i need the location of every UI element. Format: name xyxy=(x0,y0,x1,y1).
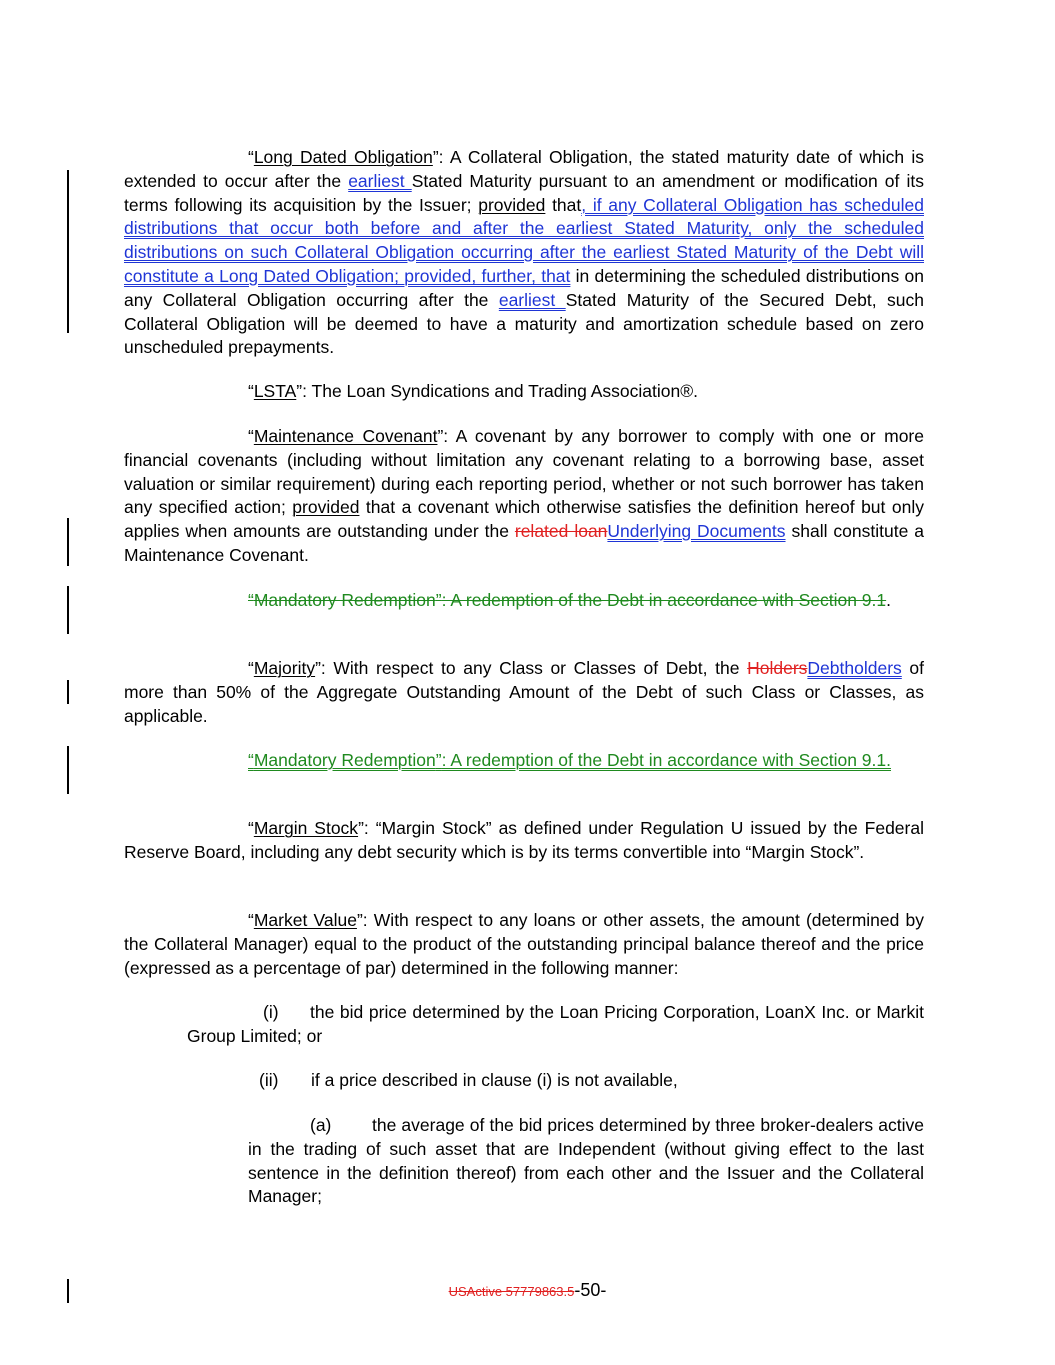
clause-ii: (ii) if a price described in clause (i) is not available, xyxy=(259,1069,924,1093)
change-bar xyxy=(67,680,69,704)
definition-majority: “Majority”: With respect to any Class or Classes of Debt, the HoldersDebtholders of more than 50% of the Aggregate Outstanding Amount of the Debt of such Class or Classes, as applicable. xyxy=(124,658,924,726)
change-bar xyxy=(67,518,69,566)
definition-margin-stock: “Margin Stock”: “Margin Stock” as defined under Regulation U issued by the Federal Reserve Board, including any debt security which is by its terms convertible into “Margin Stock”. xyxy=(124,818,924,862)
clause-a: (a) the average of the bid prices determined by three broker-dealers active in the trading of such asset that are Independent (without giving effect to the last sentence in the definition thereof) from each other and the Issuer and the Collateral Manager; xyxy=(248,1115,924,1207)
inserted-text: earliest xyxy=(348,170,412,191)
inserted-text: earliest xyxy=(498,289,566,310)
defined-term: Mandatory Redemption xyxy=(253,590,436,610)
defined-term: LSTA xyxy=(253,381,297,401)
deleted-text: Holders xyxy=(747,658,808,678)
deleted-text: related loan xyxy=(514,521,608,542)
definition-mandatory-redemption-moved-to: “Mandatory Redemption”: A redemption of the Debt in accordance with Section 9.1. xyxy=(248,750,891,770)
defined-term: Maintenance Covenant xyxy=(253,426,438,446)
inserted-text: Debtholders xyxy=(807,658,902,678)
change-bar xyxy=(67,170,69,333)
clause-number: (a) xyxy=(310,1115,332,1135)
clause-number: (ii) xyxy=(259,1070,279,1090)
defined-term: Long Dated Obligation xyxy=(253,147,433,167)
defined-term: Mandatory Redemption xyxy=(253,750,436,770)
definition-lsta: “LSTA”: The Loan Syndications and Trading Association®. xyxy=(248,381,699,401)
defined-term: Majority xyxy=(253,658,316,678)
definition-long-dated-obligation: “Long Dated Obligation”: A Collateral Obligation, the stated maturity date of which is extended to occur after the earliest Stated Maturity pursuant to an amendment or modification of its terms following its acquisition by the Issuer; provided that, if any Collateral Obligation has scheduled distributions that occur both before and after the earliest Stated Maturity, only the scheduled distributions on such Collateral Obligation occurring after the earliest Stated Maturity of the Debt will constitute a Long Dated Obligation; provided, further, that in determining the scheduled distributions on any Collateral Obligation occurring after the earliest Stated Maturity of the Secured Debt, such Collateral Obligation will be deemed to have a maturity and amortization schedule based on zero unscheduled prepayments. xyxy=(124,147,925,358)
clause-number: (i) xyxy=(263,1002,279,1022)
inserted-text: , if any Collateral Obligation has scheduled distributions that occur both before and after the earliest Stated Maturity, only the scheduled distributions on such Collateral Obligation occurring after the earliest Stated Maturity of the Debt will constitute a Long Dated Obligation; provided, further, that xyxy=(124,194,924,286)
change-bar xyxy=(67,746,69,794)
page-footer xyxy=(0,1280,1055,1301)
clause-i: (i) the bid price determined by the Loan Pricing Corporation, LoanX Inc. or Markit Group Limited; or xyxy=(187,1002,924,1046)
definition-mandatory-redemption-moved-from: “Mandatory Redemption”: A redemption of the Debt in accordance with Section 9.1. xyxy=(248,590,892,610)
defined-term: Margin Stock xyxy=(253,818,359,838)
definition-maintenance-covenant: “Maintenance Covenant”: A covenant by any borrower to comply with one or more financial covenants (including without limitation any covenant relating to a borrowing base, asset valuation or similar requirement) during each reporting period, whether or not such borrower has taken any specified action; provided that a covenant which otherwise satisfies the definition hereof but only applies when amounts are outstanding under the related loanUnderlying Documents shall constitute a Maintenance Covenant. xyxy=(124,426,924,565)
document-id: USActive 57779863.5 xyxy=(448,1284,575,1299)
page-number: -50- xyxy=(574,1280,607,1300)
change-bar xyxy=(67,586,69,634)
definition-market-value: “Market Value”: With respect to any loans or other assets, the amount (determined by the Collateral Manager) equal to the product of the outstanding principal balance thereof and the price (expressed as a percentage of par) determined in the following manner: xyxy=(124,910,925,978)
defined-term: Market Value xyxy=(253,910,357,930)
inserted-text: Underlying Documents xyxy=(607,521,786,542)
